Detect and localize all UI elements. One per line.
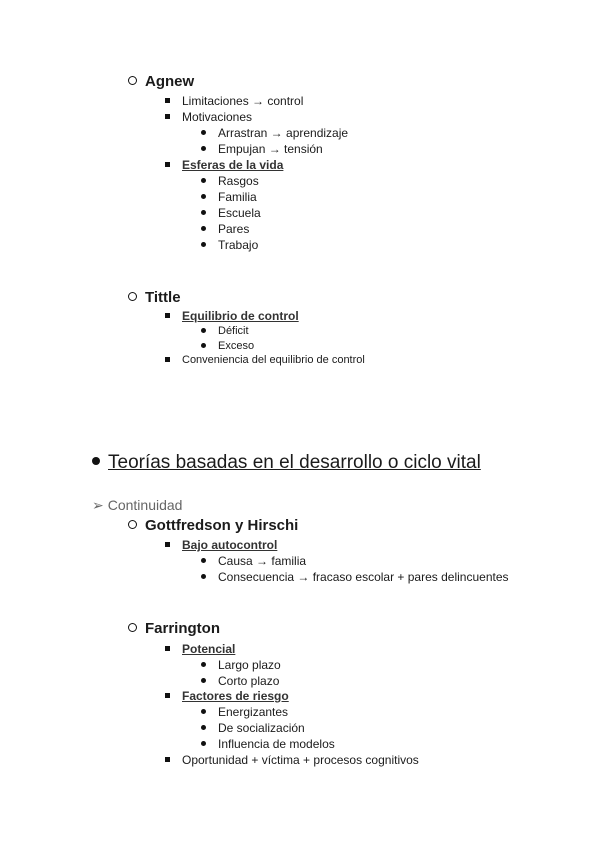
dot-bullet-icon bbox=[201, 242, 206, 247]
hollow-circle-icon bbox=[128, 292, 137, 301]
hollow-circle-icon bbox=[128, 520, 137, 529]
dot-bullet-icon bbox=[201, 558, 206, 563]
dot-bullet-icon bbox=[201, 741, 206, 746]
list-item: Familia bbox=[201, 191, 257, 203]
farrington-heading: Farrington bbox=[128, 621, 220, 636]
dot-bullet-icon bbox=[201, 725, 206, 730]
list-item: Conveniencia del equilibrio de control bbox=[165, 355, 365, 366]
tittle-heading: Tittle bbox=[128, 290, 181, 305]
list-item: Empujan → tensión bbox=[201, 143, 323, 155]
square-bullet-icon bbox=[165, 757, 170, 762]
agnew-heading: Agnew bbox=[128, 74, 194, 89]
dot-bullet-icon bbox=[201, 678, 206, 683]
list-item: Déficit bbox=[201, 326, 249, 337]
section-heading: Teorías basadas en el desarrollo o ciclo vital bbox=[92, 453, 481, 472]
list-item: Largo plazo bbox=[201, 659, 281, 671]
square-bullet-icon bbox=[165, 693, 170, 698]
list-item: Limitaciones → control bbox=[165, 95, 303, 107]
square-bullet-icon bbox=[165, 542, 170, 547]
list-item: Consecuencia → fracaso escolar + pares delincuentes bbox=[201, 571, 509, 583]
list-item: Oportunidad + víctima + procesos cognitivos bbox=[165, 754, 419, 766]
dot-bullet-icon bbox=[201, 178, 206, 183]
dot-bullet-icon bbox=[201, 574, 206, 579]
list-item: Esferas de la vida bbox=[165, 159, 283, 171]
list-item: Motivaciones bbox=[165, 111, 252, 123]
gottfredson-heading: Gottfredson y Hirschi bbox=[128, 518, 298, 533]
hollow-circle-icon bbox=[128, 76, 137, 85]
square-bullet-icon bbox=[165, 114, 170, 119]
list-item: Energizantes bbox=[201, 706, 288, 718]
square-bullet-icon bbox=[165, 646, 170, 651]
list-item: Pares bbox=[201, 223, 249, 235]
dot-bullet-icon bbox=[201, 662, 206, 667]
dot-bullet-icon bbox=[201, 210, 206, 215]
square-bullet-icon bbox=[165, 162, 170, 167]
list-item: Exceso bbox=[201, 341, 254, 352]
list-item: Corto plazo bbox=[201, 675, 279, 687]
list-item: Trabajo bbox=[201, 239, 258, 251]
dot-bullet-icon bbox=[201, 146, 206, 151]
arrowhead-bullet-icon: ➢ bbox=[92, 497, 104, 513]
list-item: Factores de riesgo bbox=[165, 690, 289, 702]
list-item: Arrastran → aprendizaje bbox=[201, 127, 348, 139]
list-item: Escuela bbox=[201, 207, 261, 219]
hollow-circle-icon bbox=[128, 623, 137, 632]
list-item: Potencial bbox=[165, 643, 235, 655]
dot-bullet-icon bbox=[201, 130, 206, 135]
list-item: Rasgos bbox=[201, 175, 259, 187]
list-item: Equilibrio de control bbox=[165, 310, 299, 322]
subheading: ➢ Continuidad bbox=[92, 497, 183, 513]
dot-bullet-icon bbox=[201, 709, 206, 714]
dot-bullet-icon bbox=[201, 226, 206, 231]
list-item: Influencia de modelos bbox=[201, 738, 335, 750]
list-item: De socialización bbox=[201, 722, 305, 734]
list-item: Bajo autocontrol bbox=[165, 539, 277, 551]
dot-bullet-icon bbox=[201, 328, 206, 333]
list-item: Causa → familia bbox=[201, 555, 306, 567]
dot-bullet-icon bbox=[92, 457, 100, 465]
square-bullet-icon bbox=[165, 357, 170, 362]
square-bullet-icon bbox=[165, 98, 170, 103]
square-bullet-icon bbox=[165, 313, 170, 318]
dot-bullet-icon bbox=[201, 194, 206, 199]
dot-bullet-icon bbox=[201, 343, 206, 348]
